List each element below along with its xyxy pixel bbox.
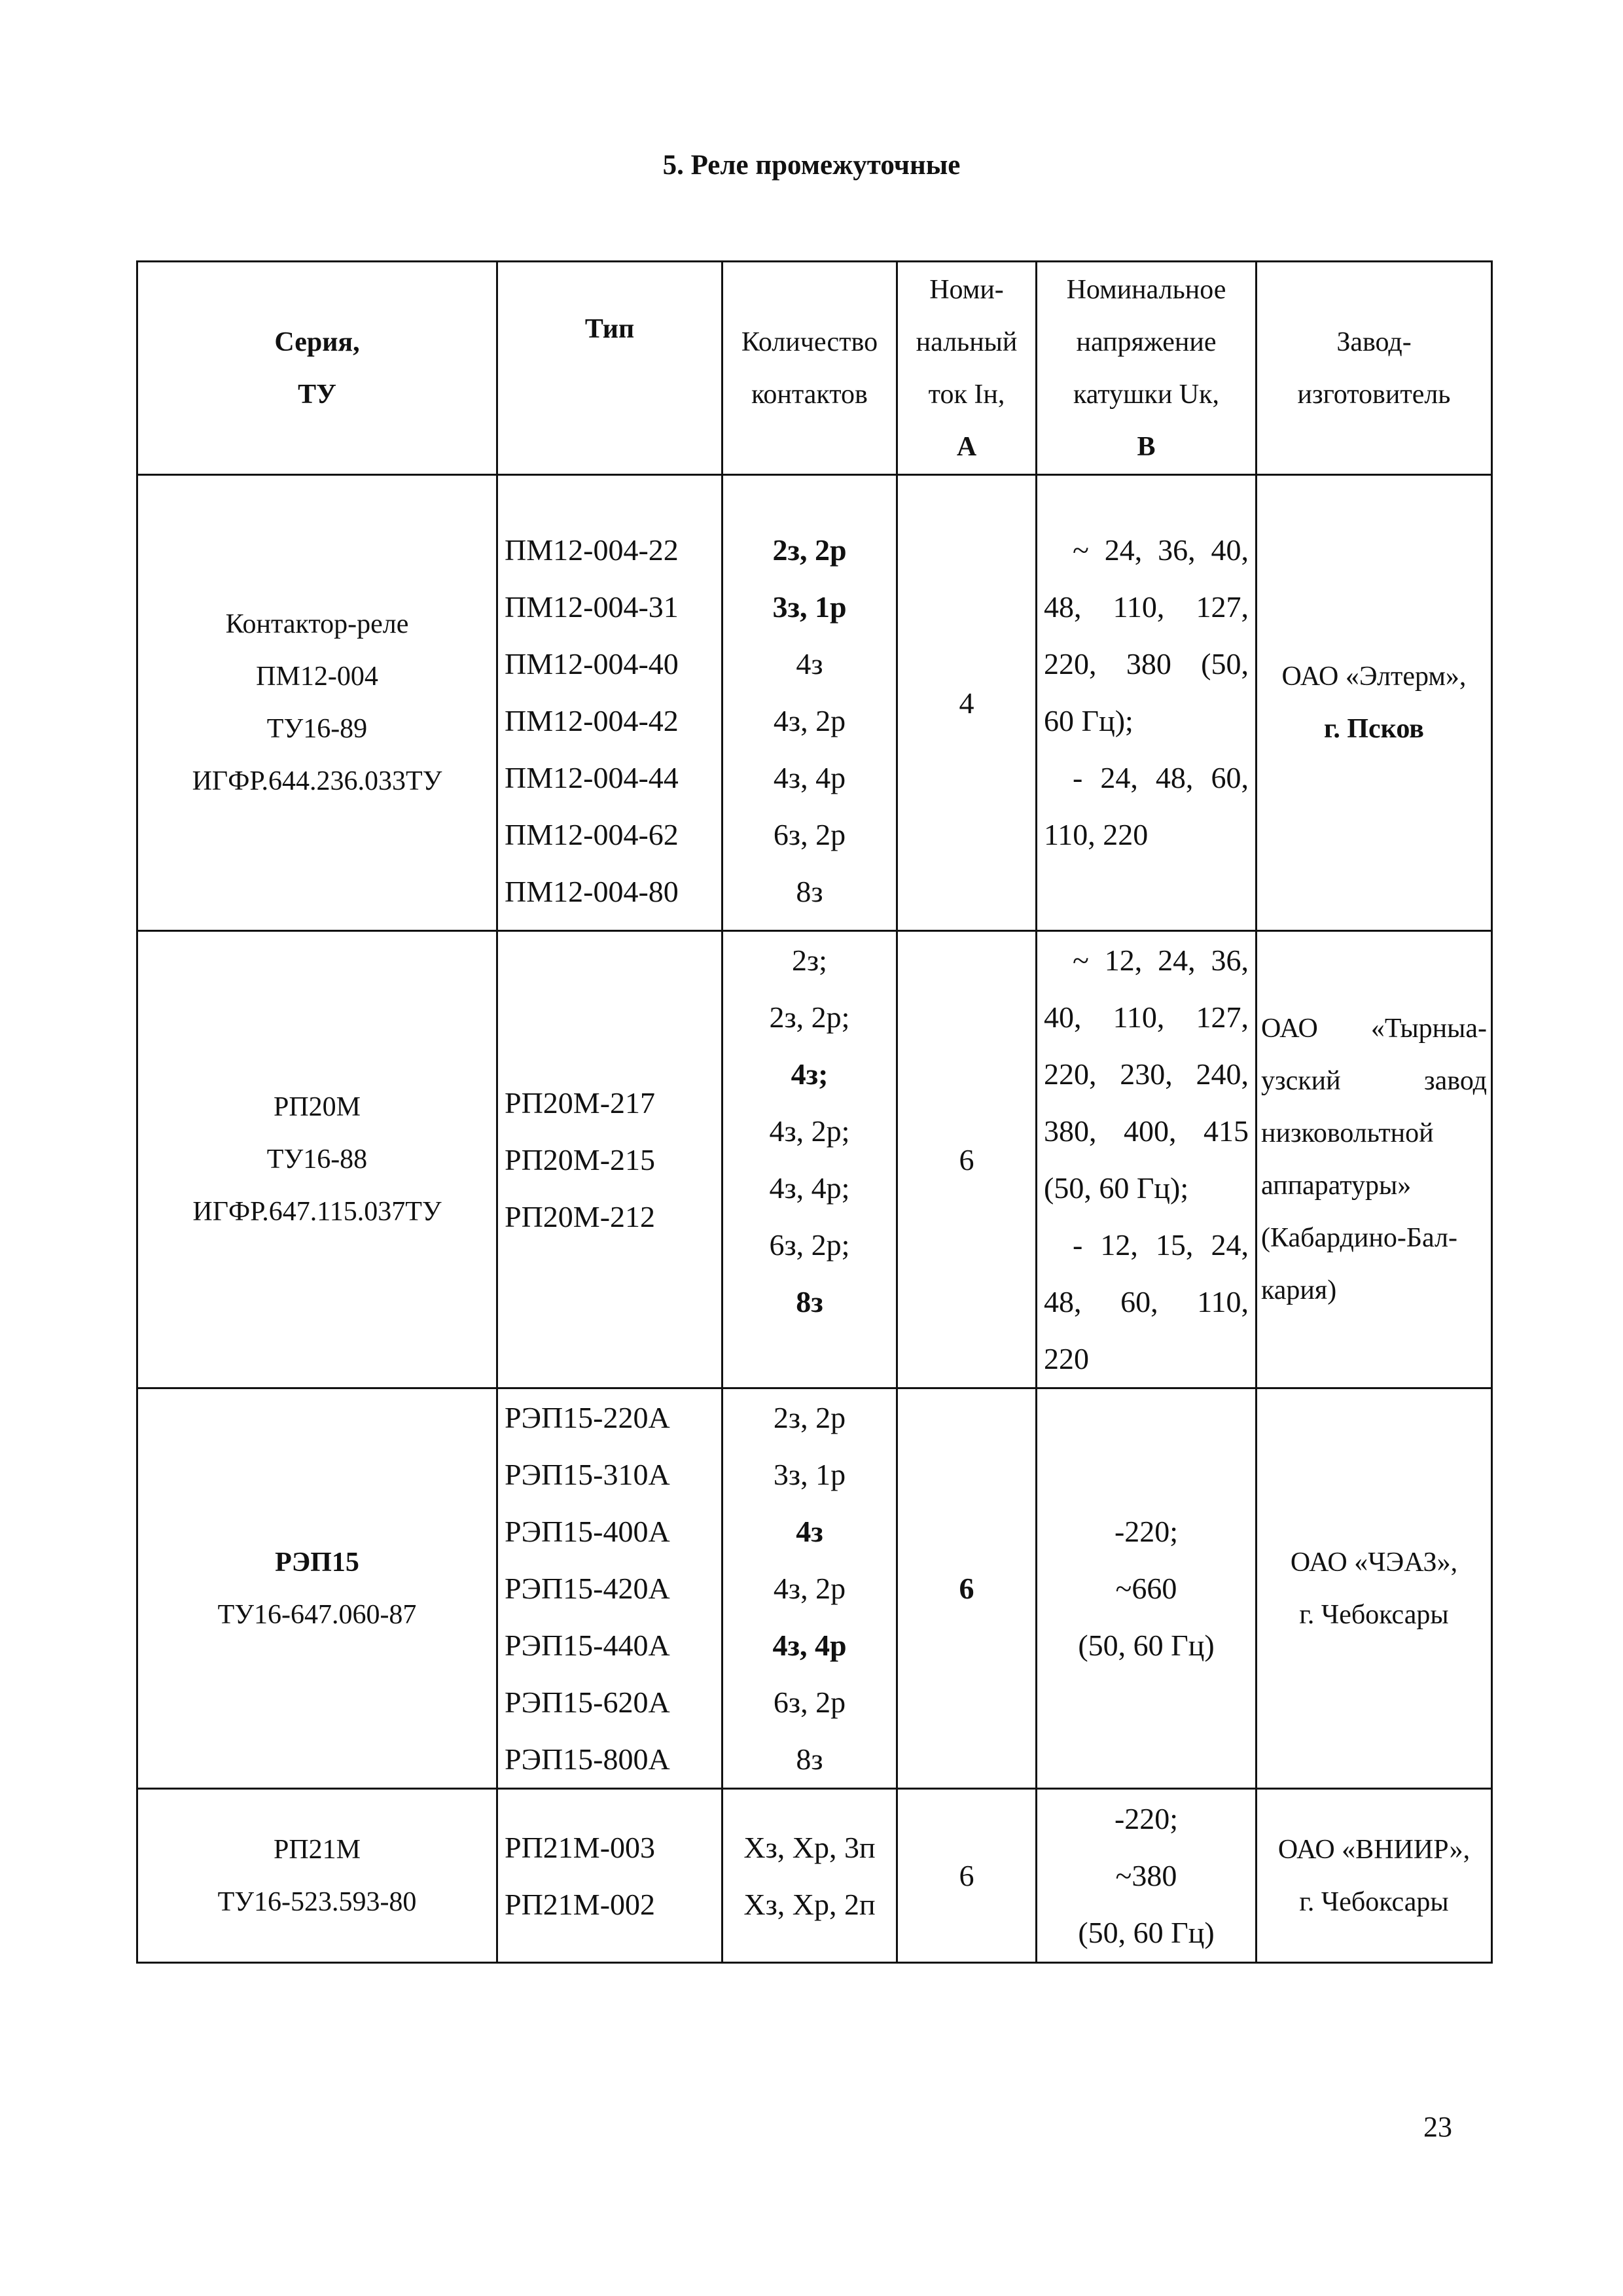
cell-contacts: Хз, Хр, 3п Хз, Хр, 2п [722,1789,897,1963]
cell-types: РЭП15-220А РЭП15-310А РЭП15-400А РЭП15-420А РЭП15-440А РЭП15-620А РЭП15-800А [497,1388,722,1789]
cell-plant: ОАО «Элтерм», г. Псков [1257,475,1492,931]
cell-plant: ОАО «ВНИИР», г. Чебоксары [1257,1789,1492,1963]
cell-series: РП20М ТУ16-88 ИГФР.647.115.037ТУ [137,931,497,1388]
table-row [137,931,1492,1388]
header-plant: Завод- изготовитель [1257,262,1492,475]
cell-voltage: -220; ~660 (50, 60 Гц) [1037,1388,1257,1789]
header-current: Номи- нальный ток Iн, А [897,262,1037,475]
table-row [137,1789,1492,1963]
header-series: Серия, ТУ [137,262,497,475]
cell-current: 6 [897,1789,1037,1963]
cell-voltage: ~ 12, 24, 36, 40, 110, 127, 220, 230, 240, 380, 400, 415 (50, 60 Гц); - 12, 15, 24, 48, 60, 110, 220 [1037,931,1257,1388]
header-contacts: Количество контактов [722,262,897,475]
table-row [137,1388,1492,1789]
page-number: 23 [1423,2111,1452,2143]
cell-types: РП20М-217 РП20М-215 РП20М-212 [497,931,722,1388]
header-voltage: Номинальное напряжение катушки Uк, В [1037,262,1257,475]
cell-series: Контактор-реле ПМ12-004 ТУ16-89 ИГФР.644.236.033ТУ [137,475,497,931]
cell-contacts: 2з, 2р 3з, 1р 4з 4з, 2р 4з, 4р 6з, 2р 8з [722,1388,897,1789]
header-type: Тип [497,262,722,475]
cell-contacts: 2з, 2р 3з, 1р 4з 4з, 2р 4з, 4р 6з, 2р 8з [722,475,897,931]
cell-contacts: 2з; 2з, 2р; 4з; 4з, 2р; 4з, 4р; 6з, 2р; 8з [722,931,897,1388]
cell-current: 4 [897,475,1037,931]
cell-current: 6 [897,931,1037,1388]
cell-types: РП21М-003 РП21М-002 [497,1789,722,1963]
cell-types: ПМ12-004-22 ПМ12-004-31 ПМ12-004-40 ПМ12-004-42 ПМ12-004-44 ПМ12-004-62 ПМ12-004-80 [497,475,722,931]
cell-voltage: ~ 24, 36, 40, 48, 110, 127, 220, 380 (50, 60 Гц); - 24, 48, 60, 110, 220 [1037,475,1257,931]
table-header-row [137,262,1492,475]
cell-current: 6 [897,1388,1037,1789]
cell-plant: ОАО «ЧЭАЗ», г. Чебоксары [1257,1388,1492,1789]
cell-series: РП21М ТУ16-523.593-80 [137,1789,497,1963]
cell-plant: ОАО «Тырныа- узский завод низковольтной аппаратуры» (Кабардино-Бал- кария) [1257,931,1492,1388]
relay-table [136,260,1493,1964]
cell-voltage: -220; ~380 (50, 60 Гц) [1037,1789,1257,1963]
cell-series: РЭП15 ТУ16-647.060-87 [137,1388,497,1789]
page-title: 5. Реле промежуточные [662,150,961,181]
table-row [137,475,1492,931]
